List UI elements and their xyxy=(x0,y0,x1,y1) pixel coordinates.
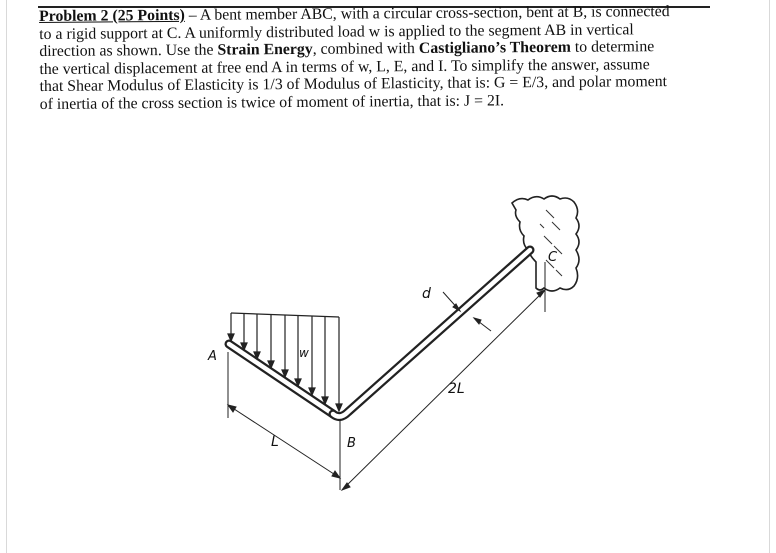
label-c: C xyxy=(548,250,558,265)
label-l: L xyxy=(271,434,279,450)
dimension-2l xyxy=(342,262,545,490)
statement-text: to determine xyxy=(570,38,655,57)
statement-text: the vertical displacement at free end A in terms of w, L, E, and I. To simplify the answer, assume xyxy=(39,55,650,78)
castigliano-term: Castigliano’s Theorem xyxy=(418,39,571,58)
statement-text: , combined with xyxy=(312,40,419,59)
label-a: A xyxy=(208,349,217,364)
distributed-load xyxy=(228,313,342,411)
label-w: w xyxy=(299,346,309,360)
statement-text: of inertia of the cross section is twice of moment of inertia, that is: J = 2I. xyxy=(39,92,505,113)
problem-title: Problem 2 (25 Points) xyxy=(39,6,185,25)
statement-text: direction as shown. Use the xyxy=(39,41,218,61)
statement-text: to a rigid support at C. A uniformly distributed load w is applied to the segment AB in vertical xyxy=(39,20,634,43)
strain-energy-term: Strain Energy xyxy=(217,41,313,59)
label-2l: 2L xyxy=(448,381,465,397)
statement-text: that Shear Modulus of Elasticity is 1/3 of Modulus of Elasticity, that is: G = E/3, and polar moment xyxy=(39,73,668,96)
statement-text: – A bent member ABC, with a circular cross-section, bent at B, is connected xyxy=(184,3,670,24)
label-d: d xyxy=(422,286,431,302)
label-b: B xyxy=(347,436,356,451)
